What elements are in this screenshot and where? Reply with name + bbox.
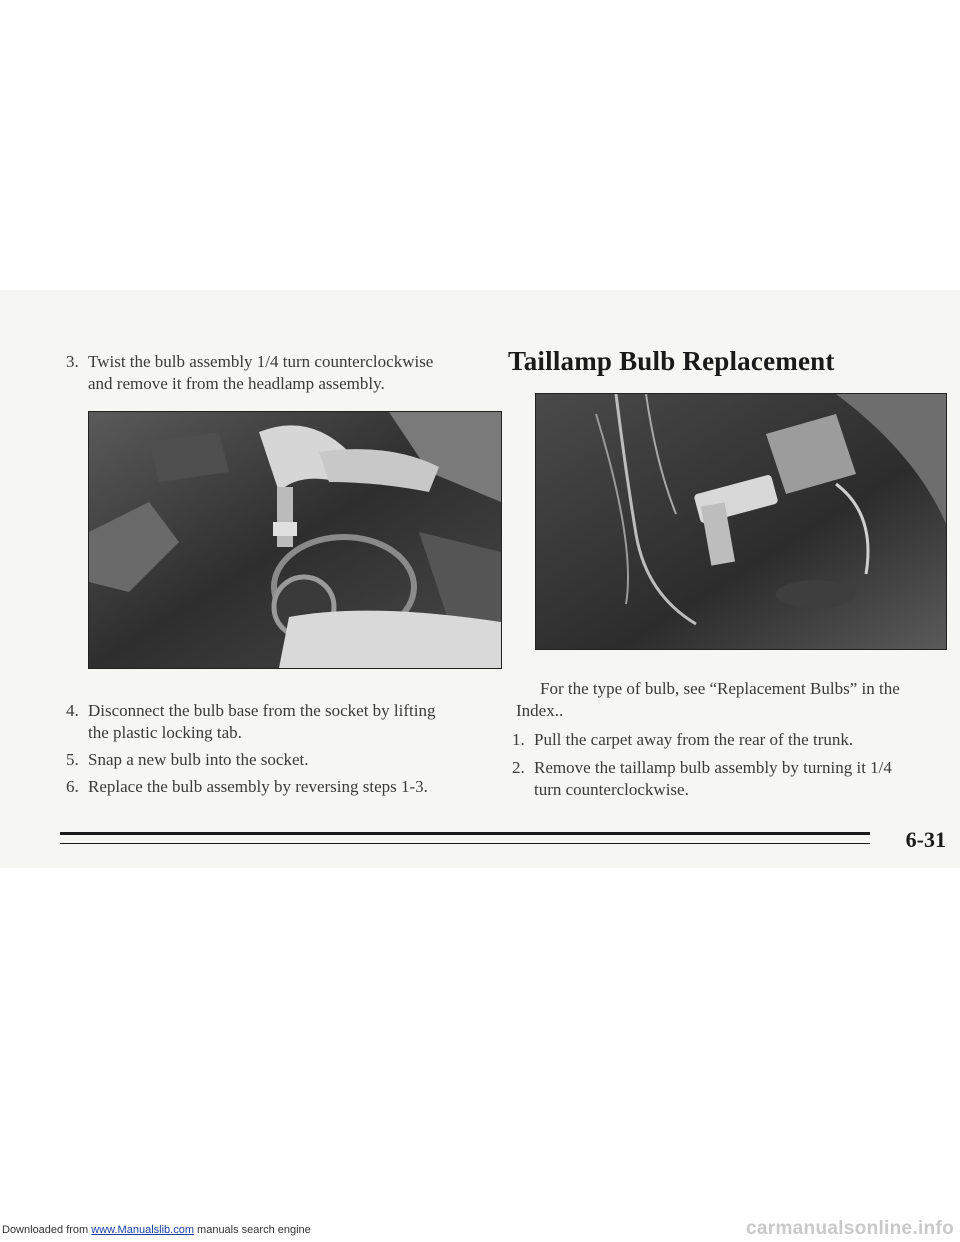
section-heading: Taillamp Bulb Replacement: [508, 346, 835, 376]
footer-suffix: manuals search engine: [193, 1224, 311, 1236]
step-text-line1: Snap a new bulb into the socket.: [88, 750, 309, 769]
page-number: 6-31: [905, 827, 946, 852]
footer-rule-thick: [60, 832, 870, 835]
watermark-logo: carmanualsonline.info: [746, 1218, 954, 1239]
step-number: 4.: [66, 701, 79, 720]
step-number: 6.: [66, 777, 79, 796]
download-footer: [2, 1224, 311, 1236]
step-text-line2: turn counterclockwise.: [534, 780, 689, 799]
step-text-line2: and remove it from the headlamp assembly.: [88, 374, 385, 393]
headlamp-photo-illustration: [89, 412, 501, 668]
intro-line2: Index..: [516, 701, 564, 720]
footer-prefix: Downloaded from: [2, 1224, 92, 1236]
intro-paragraph: [516, 678, 940, 722]
step-text-line1: Replace the bulb assembly by reversing steps 1-3.: [88, 777, 428, 796]
headlamp-bulb-photo: [88, 411, 502, 669]
step-number: 2.: [512, 758, 525, 777]
step-text-line2: the plastic locking tab.: [88, 723, 242, 742]
step-text-line1: Twist the bulb assembly 1/4 turn counterclockwise: [88, 352, 434, 371]
taillamp-photo-illustration: [536, 394, 946, 649]
step-number: 1.: [512, 730, 525, 749]
taillamp-bulb-photo: [535, 393, 947, 650]
step-number: 5.: [66, 750, 79, 769]
manualslib-link[interactable]: www.Manualslib.com: [91, 1224, 194, 1236]
step-text-line1: Pull the carpet away from the rear of the trunk.: [534, 730, 854, 749]
step-text-line1: Disconnect the bulb base from the socket by lifting: [88, 701, 436, 720]
intro-line1: For the type of bulb, see “Replacement Bulbs” in the: [540, 679, 900, 698]
step-text-line1: Remove the taillamp bulb assembly by turning it 1/4: [534, 758, 892, 777]
step-number: 3.: [66, 352, 79, 371]
footer-rule-thin: [60, 843, 870, 844]
